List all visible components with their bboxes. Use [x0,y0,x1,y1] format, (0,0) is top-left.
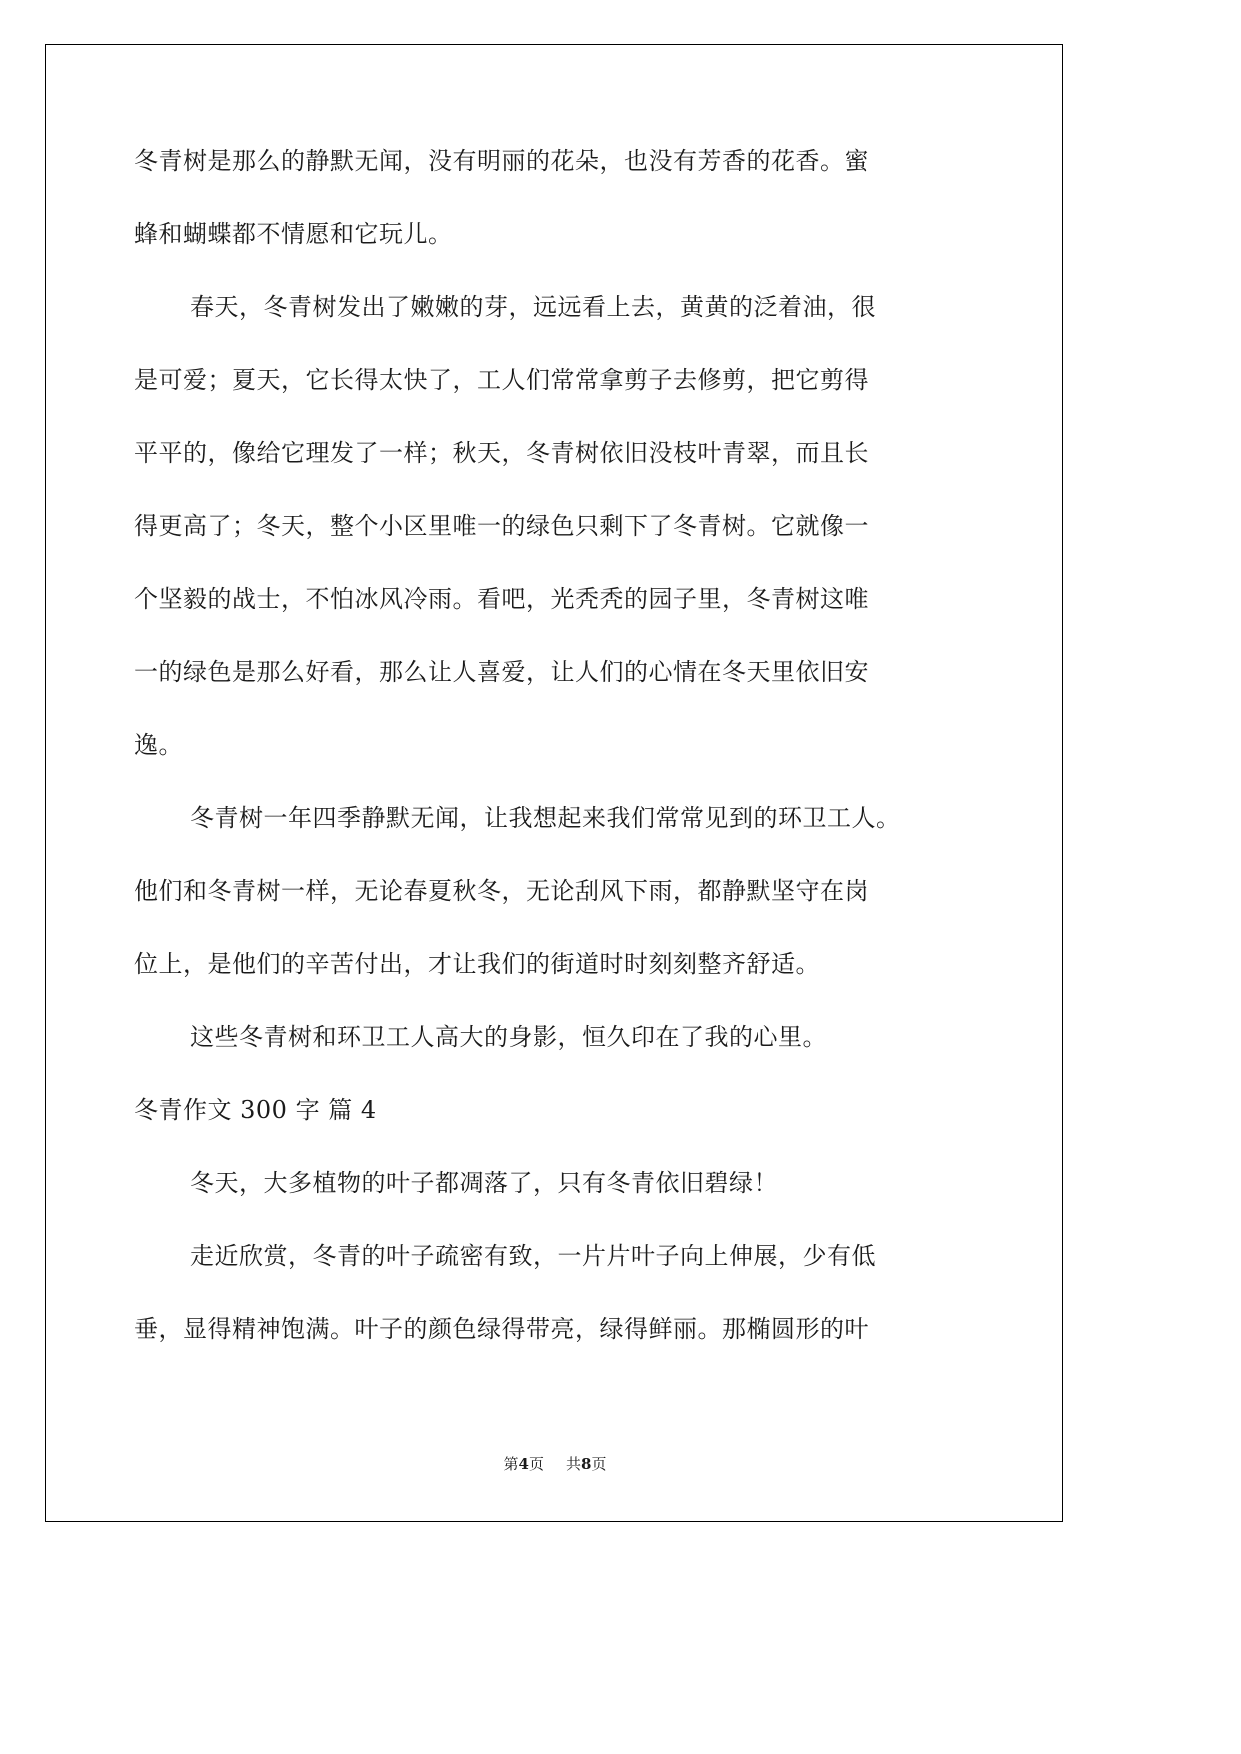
total-label-suffix: 页 [591,1455,607,1473]
text-line: 蜂和蝴蝶都不情愿和它玩儿。 [134,220,453,248]
text-line: 垂，显得精神饱满。叶子的颜色绿得带亮，绿得鲜丽。那椭圆形的叶 [134,1315,869,1343]
text-line: 冬天，大多植物的叶子都凋落了，只有冬青依旧碧绿！ [190,1169,778,1197]
text-line: 个坚毅的战士，不怕冰风冷雨。看吧，光秃秃的园子里，冬青树这唯 [134,585,869,613]
text-line: 这些冬青树和环卫工人高大的身影，恒久印在了我的心里。 [190,1023,827,1051]
page-label-prefix: 第 [503,1455,519,1473]
text-line: 平平的，像给它理发了一样；秋天，冬青树依旧没枝叶青翠，而且长 [134,439,869,467]
text-line: 走近欣赏，冬青的叶子疏密有致，一片片叶子向上伸展，少有低 [190,1242,876,1270]
page-number: 4 [518,1455,529,1473]
total-label-prefix: 共 [566,1455,582,1473]
page-label-suffix: 页 [528,1455,544,1473]
section-heading: 冬青作文 300 字 篇 4 [134,1096,377,1124]
document-body [134,144,974,1385]
text-line: 冬青树是那么的静默无闻，没有明丽的花朵，也没有芳香的花香。蜜 [134,147,869,175]
text-line: 一的绿色是那么好看，那么让人喜爱，让人们的心情在冬天里依旧安 [134,658,869,686]
page-footer [0,1454,1110,1474]
text-line: 冬青树一年四季静默无闻，让我想起来我们常常见到的环卫工人。 [190,804,901,832]
text-line: 得更高了；冬天，整个小区里唯一的绿色只剩下了冬青树。它就像一 [134,512,869,540]
text-line: 逸。 [134,731,183,759]
text-line: 春天，冬青树发出了嫩嫩的芽，远远看上去，黄黄的泛着油，很 [190,293,876,321]
text-line: 位上，是他们的辛苦付出，才让我们的街道时时刻刻整齐舒适。 [134,950,820,978]
total-pages: 8 [581,1455,592,1473]
text-line: 是可爱；夏天，它长得太快了，工人们常常拿剪子去修剪，把它剪得 [134,366,869,394]
text-line: 他们和冬青树一样，无论春夏秋冬，无论刮风下雨，都静默坚守在岗 [134,877,869,905]
